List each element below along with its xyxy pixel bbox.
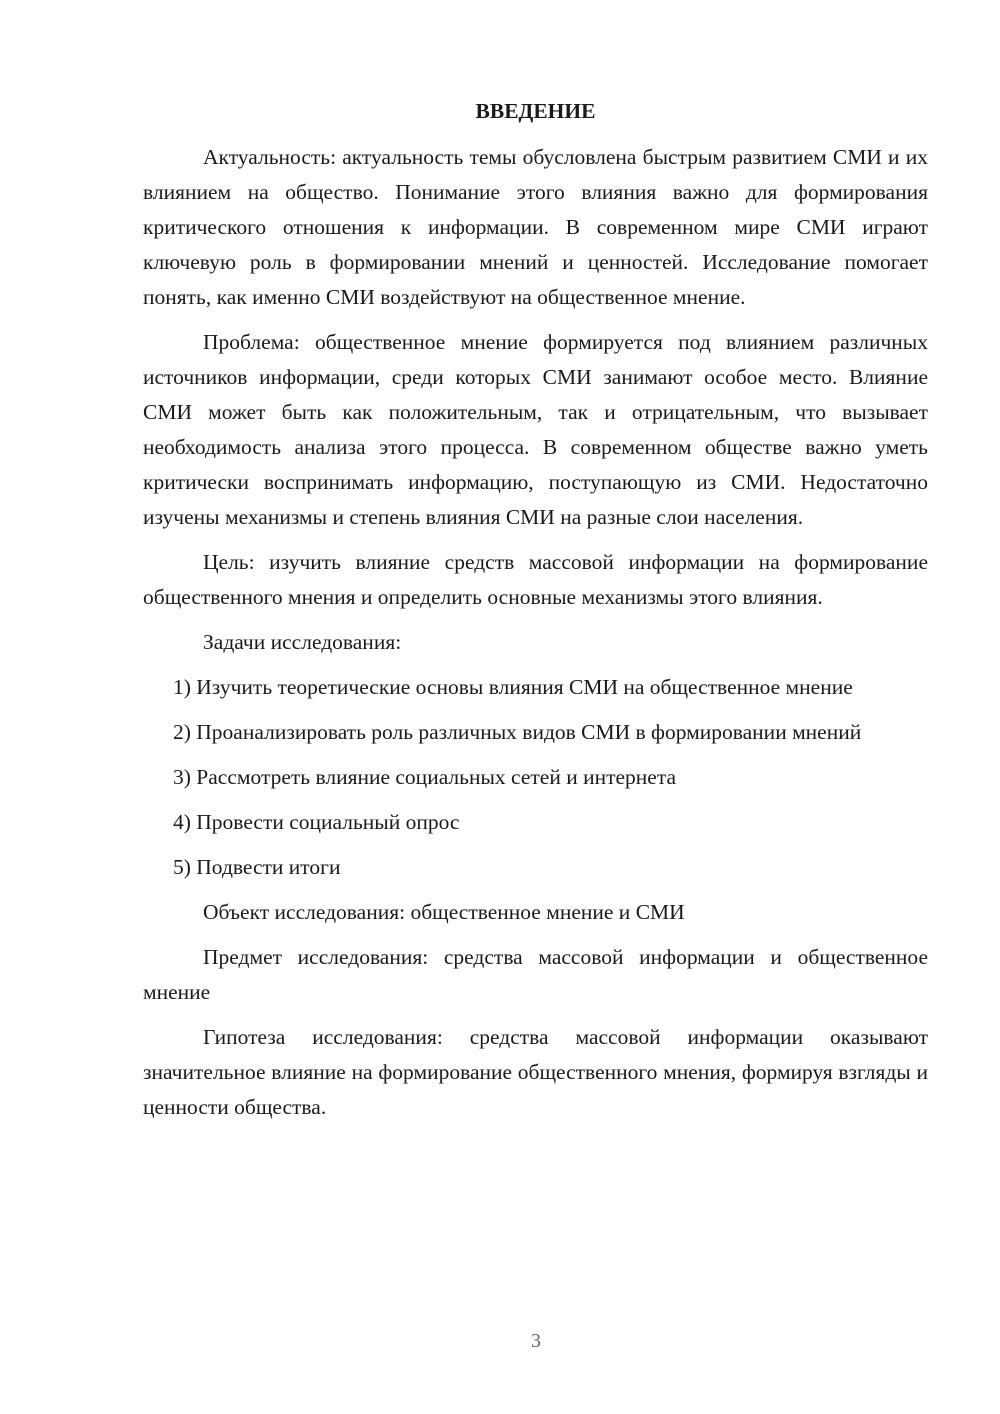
hypothesis-paragraph: Гипотеза исследования: средства массовой информации оказывают значительное влияние на формирование общественного мнения, формируя взгляды и ценности общества. bbox=[143, 1025, 928, 1119]
goal-paragraph: Цель: изучить влияние средств массовой информации на формирование общественного мнения и определить основные механизмы этого влияния. bbox=[143, 550, 928, 609]
task-item-1: 1) Изучить теоретические основы влияния СМИ на общественное мнение bbox=[173, 675, 853, 699]
document-page bbox=[143, 96, 928, 1135]
task-item-5: 5) Подвести итоги bbox=[173, 855, 341, 879]
subject-paragraph: Предмет исследования: средства массовой информации и общественное мнение bbox=[143, 945, 928, 1004]
problem-paragraph: Проблема: общественное мнение формируется под влиянием различных источников информации, среди которых СМИ занимают особое место. Влияние СМИ может быть как положительным, так и отрицательным, что вызывает необходимость анализа этого процесса. В современном обществе важно уметь критически воспринимать информацию, поступающую из СМИ. Недостаточно изучены механизмы и степень влияния СМИ на разные слои населения. bbox=[143, 330, 928, 529]
page-title: ВВЕДЕНИЕ bbox=[475, 99, 596, 123]
tasks-title: Задачи исследования: bbox=[203, 630, 402, 654]
object-paragraph: Объект исследования: общественное мнение и СМИ bbox=[203, 900, 685, 924]
relevance-paragraph: Актуальность: актуальность темы обусловлена быстрым развитием СМИ и их влиянием на общество. Понимание этого влияния важно для формирования критического отношения к информации. В современном мире СМИ играют ключевую роль в формировании мнений и ценностей. Исследование помогает понять, как именно СМИ воздействуют на общественное мнение. bbox=[143, 145, 928, 309]
task-item-4: 4) Провести социальный опрос bbox=[173, 810, 460, 834]
page-number: 3 bbox=[531, 1330, 541, 1352]
task-item-2: 2) Проанализировать роль различных видов СМИ в формировании мнений bbox=[173, 720, 862, 744]
task-item-3: 3) Рассмотреть влияние социальных сетей и интернета bbox=[173, 765, 677, 789]
